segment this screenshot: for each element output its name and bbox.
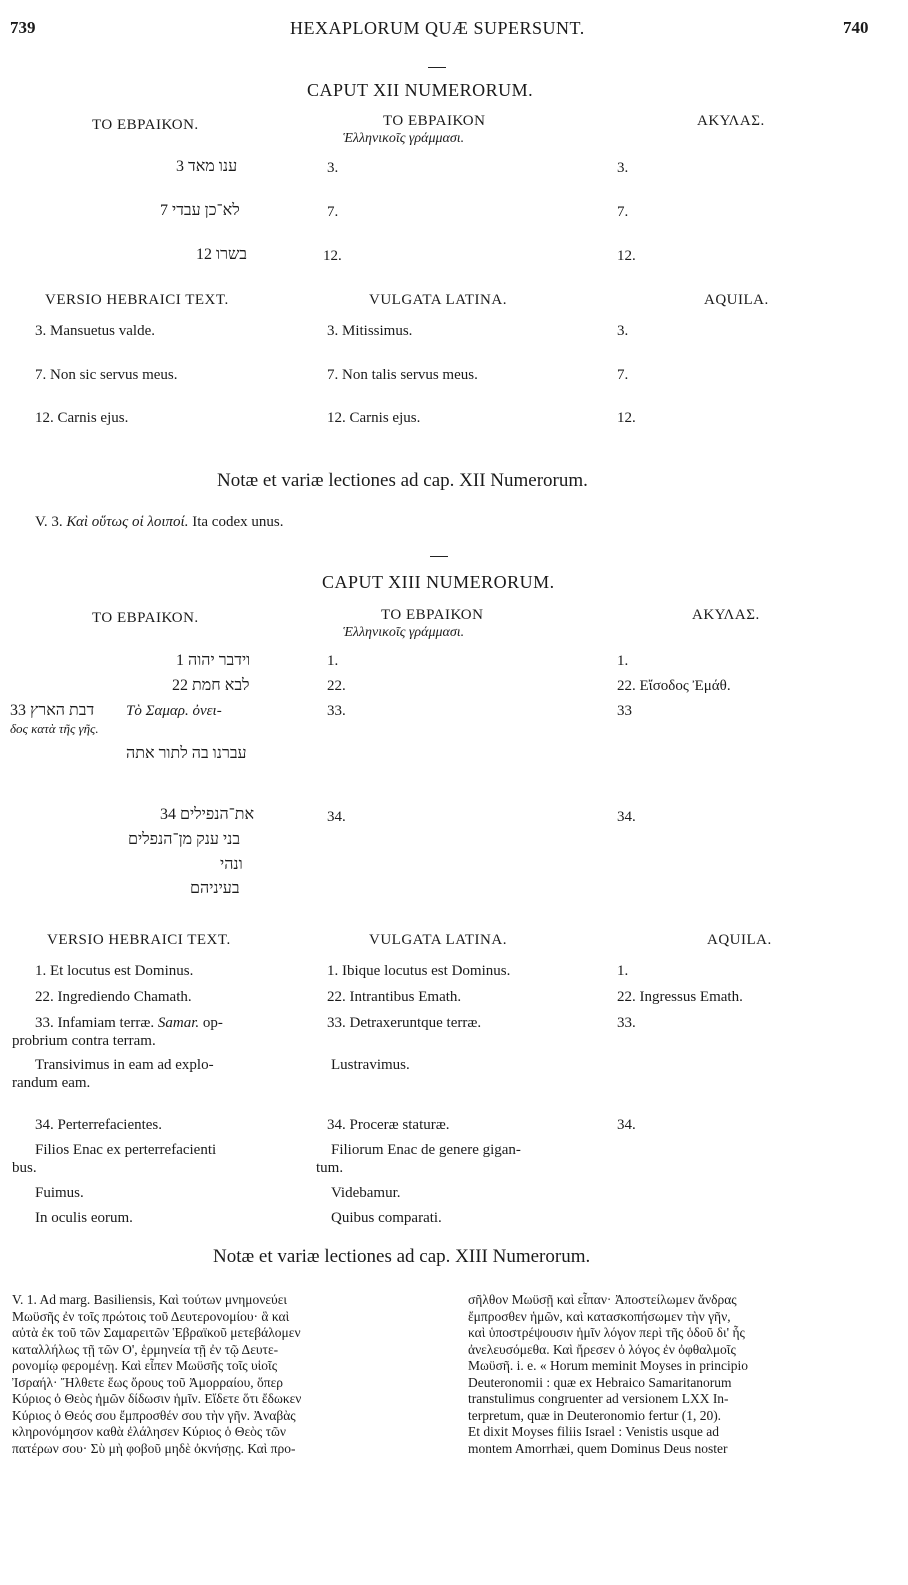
hebrew-verse-7: 7 לא־כן עבדי <box>160 202 240 219</box>
note-line: terpretum, quæ in Deuteronomio fertur (1, 20). <box>468 1407 722 1423</box>
versio-row-7: 7. Non sic servus meus. <box>35 367 178 383</box>
note-line: transtulimus congruenter ad versionem LXX In- <box>468 1391 729 1406</box>
note-line: αὐτὰ ἐκ τοῦ τῶν Σαμαρειτῶν Ἑβραϊκοῦ μετεβάλομεν <box>12 1325 301 1340</box>
right-page-number: 740 <box>843 18 869 37</box>
versio-row-fuimus: Fuimus. <box>35 1185 84 1201</box>
note-line: πατέρων σου· Σὺ μὴ φοβοῦ μηδὲ ὀκνήσῃς. Καὶ προ- <box>12 1440 296 1456</box>
col-head-aquila: ΑΚΥΛΑΣ. <box>692 607 760 623</box>
vulgata-row-lustravimus: Lustravimus. <box>331 1057 410 1073</box>
versio-row-22: 22. Ingrediendo Chamath. <box>35 989 192 1005</box>
versio-row-3: 3. Mansuetus valde. <box>35 323 155 339</box>
vulgata-row-filiorum: Filiorum Enac de genere gigan- <box>331 1142 521 1158</box>
col-head-hebrew-greek: ΤΟ ΕΒΡΑΙΚΟΝ <box>383 113 486 129</box>
note-line: καὶ ὑποστρέψουσιν ἡμῖν λόγον περὶ τῆς ὁδοῦ δι' ἧς <box>468 1325 745 1340</box>
col-subhead-greek-letters: Ἑλληνικοῖς γράμμασι. <box>343 131 465 146</box>
aquila-verse-7: 7. <box>617 204 629 220</box>
hebrew-verse-34-line3: ונהי <box>220 856 243 873</box>
note-line: Κύριος ὁ Θεός σου ἔμπροσθέν σου τὴν γῆν. Ἀναβὰς <box>12 1407 296 1423</box>
aquila-row-34: 34. <box>617 1117 636 1133</box>
samaritan-note-33-cont: δος κατὰ τῆς γῆς. <box>10 721 99 736</box>
note-line: ἔμπροσθεν ἡμῶν, καὶ κατασκοπήσωμεν τὴν γῆν, <box>468 1308 731 1324</box>
aquila-row-22: 22. Ingressus Emath. <box>617 989 743 1005</box>
vulgata-row-3: 3. Mitissimus. <box>327 323 413 339</box>
notes-title-xii: Notæ et variæ lectiones ad cap. XII Numerorum. <box>217 470 588 491</box>
vulgata-row-12: 12. Carnis ejus. <box>327 410 421 426</box>
latin-head-versio: VERSIO HEBRAICI TEXT. <box>47 932 231 948</box>
greek-verse-1: 1. <box>327 653 339 669</box>
latin-head-vulgata: VULGATA LATINA. <box>369 292 507 308</box>
col-head-hebrew: ΤΟ ΕΒΡΑΙΚΟΝ. <box>92 117 199 133</box>
col-subhead-greek-letters: Ἑλληνικοῖς γράμμασι. <box>343 625 465 640</box>
note-line: καταλλήλως τῇ τῶν Ο', ἑρμηνεία τῇ ἐν τῷ Δευτε- <box>12 1341 279 1357</box>
note-line: Μωϋσῆ. i. e. « Horum meminit Moyses in principio <box>468 1358 749 1373</box>
versio-row-oculis: In oculis eorum. <box>35 1210 133 1226</box>
col-head-hebrew-greek: ΤΟ ΕΒΡΑΙΚΟΝ <box>381 607 484 623</box>
versio-row-33: 33. Infamiam terræ. Samar. op- <box>35 1015 223 1031</box>
vulgata-row-34: 34. Proceræ staturæ. <box>327 1117 450 1133</box>
hebrew-verse-33-cont: עברנו בה לתור אתה <box>126 745 247 762</box>
note-line: V. 1. Ad marg. Basiliensis, Καὶ τούτων μνημονεύει <box>12 1292 288 1307</box>
samaritan-note-33: Τὸ Σαμαρ. ὀνει- <box>126 703 222 719</box>
note-line: Μωϋσῆς ἐν τοῖς πρώτοις τοῦ Δευτερονομίου· ἃ καὶ <box>12 1308 290 1324</box>
hebrew-verse-3: 3 ענו מאד <box>176 158 238 175</box>
aquila-row-3: 3. <box>617 323 629 339</box>
note-line: κληρονόμησον καθὰ ἐλάλησεν Κύριος ὁ Θεὸς τῶν <box>12 1424 287 1439</box>
aquila-row-33: 33. <box>617 1015 636 1031</box>
separator-dash <box>430 556 448 557</box>
latin-head-aquila: AQUILA. <box>707 932 772 948</box>
aquila-verse-12: 12. <box>617 248 636 264</box>
caput-xiii-title: CAPUT XIII NUMERORUM. <box>322 572 555 592</box>
vulgata-row-7: 7. Non talis servus meus. <box>327 367 478 383</box>
note-line: Et dixit Moyses filiis Israel : Venistis usque ad <box>468 1424 719 1439</box>
notes-column-right <box>468 1292 898 1457</box>
greek-verse-3: 3. <box>327 160 339 176</box>
versio-row-filios-cont: bus. <box>12 1160 37 1176</box>
note-line: σῆλθον Μωϋσῇ καὶ εἶπαν· Ἀποστείλωμεν ἄνδρας <box>468 1292 737 1307</box>
running-head-title: HEXAPLORUM QUÆ SUPERSUNT. <box>290 18 585 38</box>
hebrew-verse-34: 34 את־הנפילים <box>160 806 255 823</box>
hebrew-verse-33: 33 דבת הארץ <box>10 702 95 719</box>
greek-verse-33: 33. <box>327 703 346 719</box>
latin-head-aquila: AQUILA. <box>704 292 769 308</box>
note-line: Κύριος ὁ Θεὸς ἡμῶν δίδωσιν ἡμῖν. Εἴδετε ὅτι ἔδωκεν <box>12 1391 302 1406</box>
note-line: ρονομίῳ φερομένῃ. Καὶ εἶπεν Μωϋσῆς τοῖς υἱοῖς <box>12 1358 278 1373</box>
aquila-verse-3: 3. <box>617 160 629 176</box>
versio-row-33-cont: probrium contra terram. <box>12 1033 156 1049</box>
hebrew-verse-34-line2: בני ענק מן־הנפלים <box>128 831 241 848</box>
note-line: Ἰσραήλ· Ἤλθετε ἕως ὄρους τοῦ Ἀμορραίου, ὅπερ <box>12 1374 283 1390</box>
hebrew-verse-34-line4: בעיניהם <box>190 880 240 897</box>
hebrew-verse-22: 22 לבא חמת <box>172 677 250 694</box>
aquila-row-7: 7. <box>617 367 629 383</box>
aquila-verse-33: 33 <box>617 703 632 719</box>
vulgata-row-33: 33. Detraxeruntque terræ. <box>327 1015 482 1031</box>
vulgata-row-quibus: Quibus comparati. <box>331 1210 442 1226</box>
greek-verse-22: 22. <box>327 678 346 694</box>
note-line: Deuteronomii : quæ ex Hebraico Samaritanorum <box>468 1374 732 1390</box>
versio-row-34: 34. Perterrefacientes. <box>35 1117 163 1133</box>
hebrew-verse-12: 12 בשרו <box>196 246 247 263</box>
vulgata-row-1: 1. Ibique locutus est Dominus. <box>327 963 511 979</box>
notes-column-left <box>12 1292 440 1457</box>
note-xii-verse-3: V. 3. Καὶ οὕτως οἱ λοιποί. Ita codex unus. <box>35 514 284 530</box>
latin-head-vulgata: VULGATA LATINA. <box>369 932 507 948</box>
versio-row-filios: Filios Enac ex perterrefacienti <box>35 1142 217 1158</box>
versio-row-transivimus: Transivimus in eam ad explo- <box>35 1057 214 1073</box>
left-page-number: 739 <box>10 18 36 37</box>
notes-title-xiii: Notæ et variæ lectiones ad cap. XIII Numerorum. <box>213 1246 591 1267</box>
greek-verse-34: 34. <box>327 809 346 825</box>
col-head-hebrew: ΤΟ ΕΒΡΑΙΚΟΝ. <box>92 610 199 626</box>
versio-row-12: 12. Carnis ejus. <box>35 410 129 426</box>
aquila-verse-34: 34. <box>617 809 636 825</box>
note-line: montem Amorrhæi, quem Dominus Deus noster <box>468 1440 728 1456</box>
aquila-row-12: 12. <box>617 410 636 426</box>
latin-head-versio: VERSIO HEBRAICI TEXT. <box>45 292 229 308</box>
greek-verse-7: 7. <box>327 204 339 220</box>
vulgata-row-22: 22. Intrantibus Emath. <box>327 989 462 1005</box>
caput-xii-title: CAPUT XII NUMERORUM. <box>307 80 534 100</box>
aquila-verse-1: 1. <box>617 653 629 669</box>
hebrew-verse-1: 1 וידבר יהוה <box>176 652 251 669</box>
vulgata-row-videbamur: Videbamur. <box>331 1185 401 1201</box>
versio-row-1: 1. Et locutus est Dominus. <box>35 963 194 979</box>
separator-dash <box>428 67 446 68</box>
aquila-verse-22: 22. Εἴσοδος Ἐμάθ. <box>617 678 731 694</box>
greek-verse-12: 12. <box>323 248 342 264</box>
aquila-row-1: 1. <box>617 963 629 979</box>
versio-row-transivimus-cont: randum eam. <box>12 1075 91 1091</box>
note-line: ἀνελευσόμεθα. Καὶ ἤρεσεν ὁ λόγος ἐν ὀφθαλμοῖς <box>468 1341 736 1357</box>
vulgata-row-filiorum-cont: tum. <box>316 1160 344 1176</box>
col-head-aquila: ΑΚΥΛΑΣ. <box>697 113 765 129</box>
